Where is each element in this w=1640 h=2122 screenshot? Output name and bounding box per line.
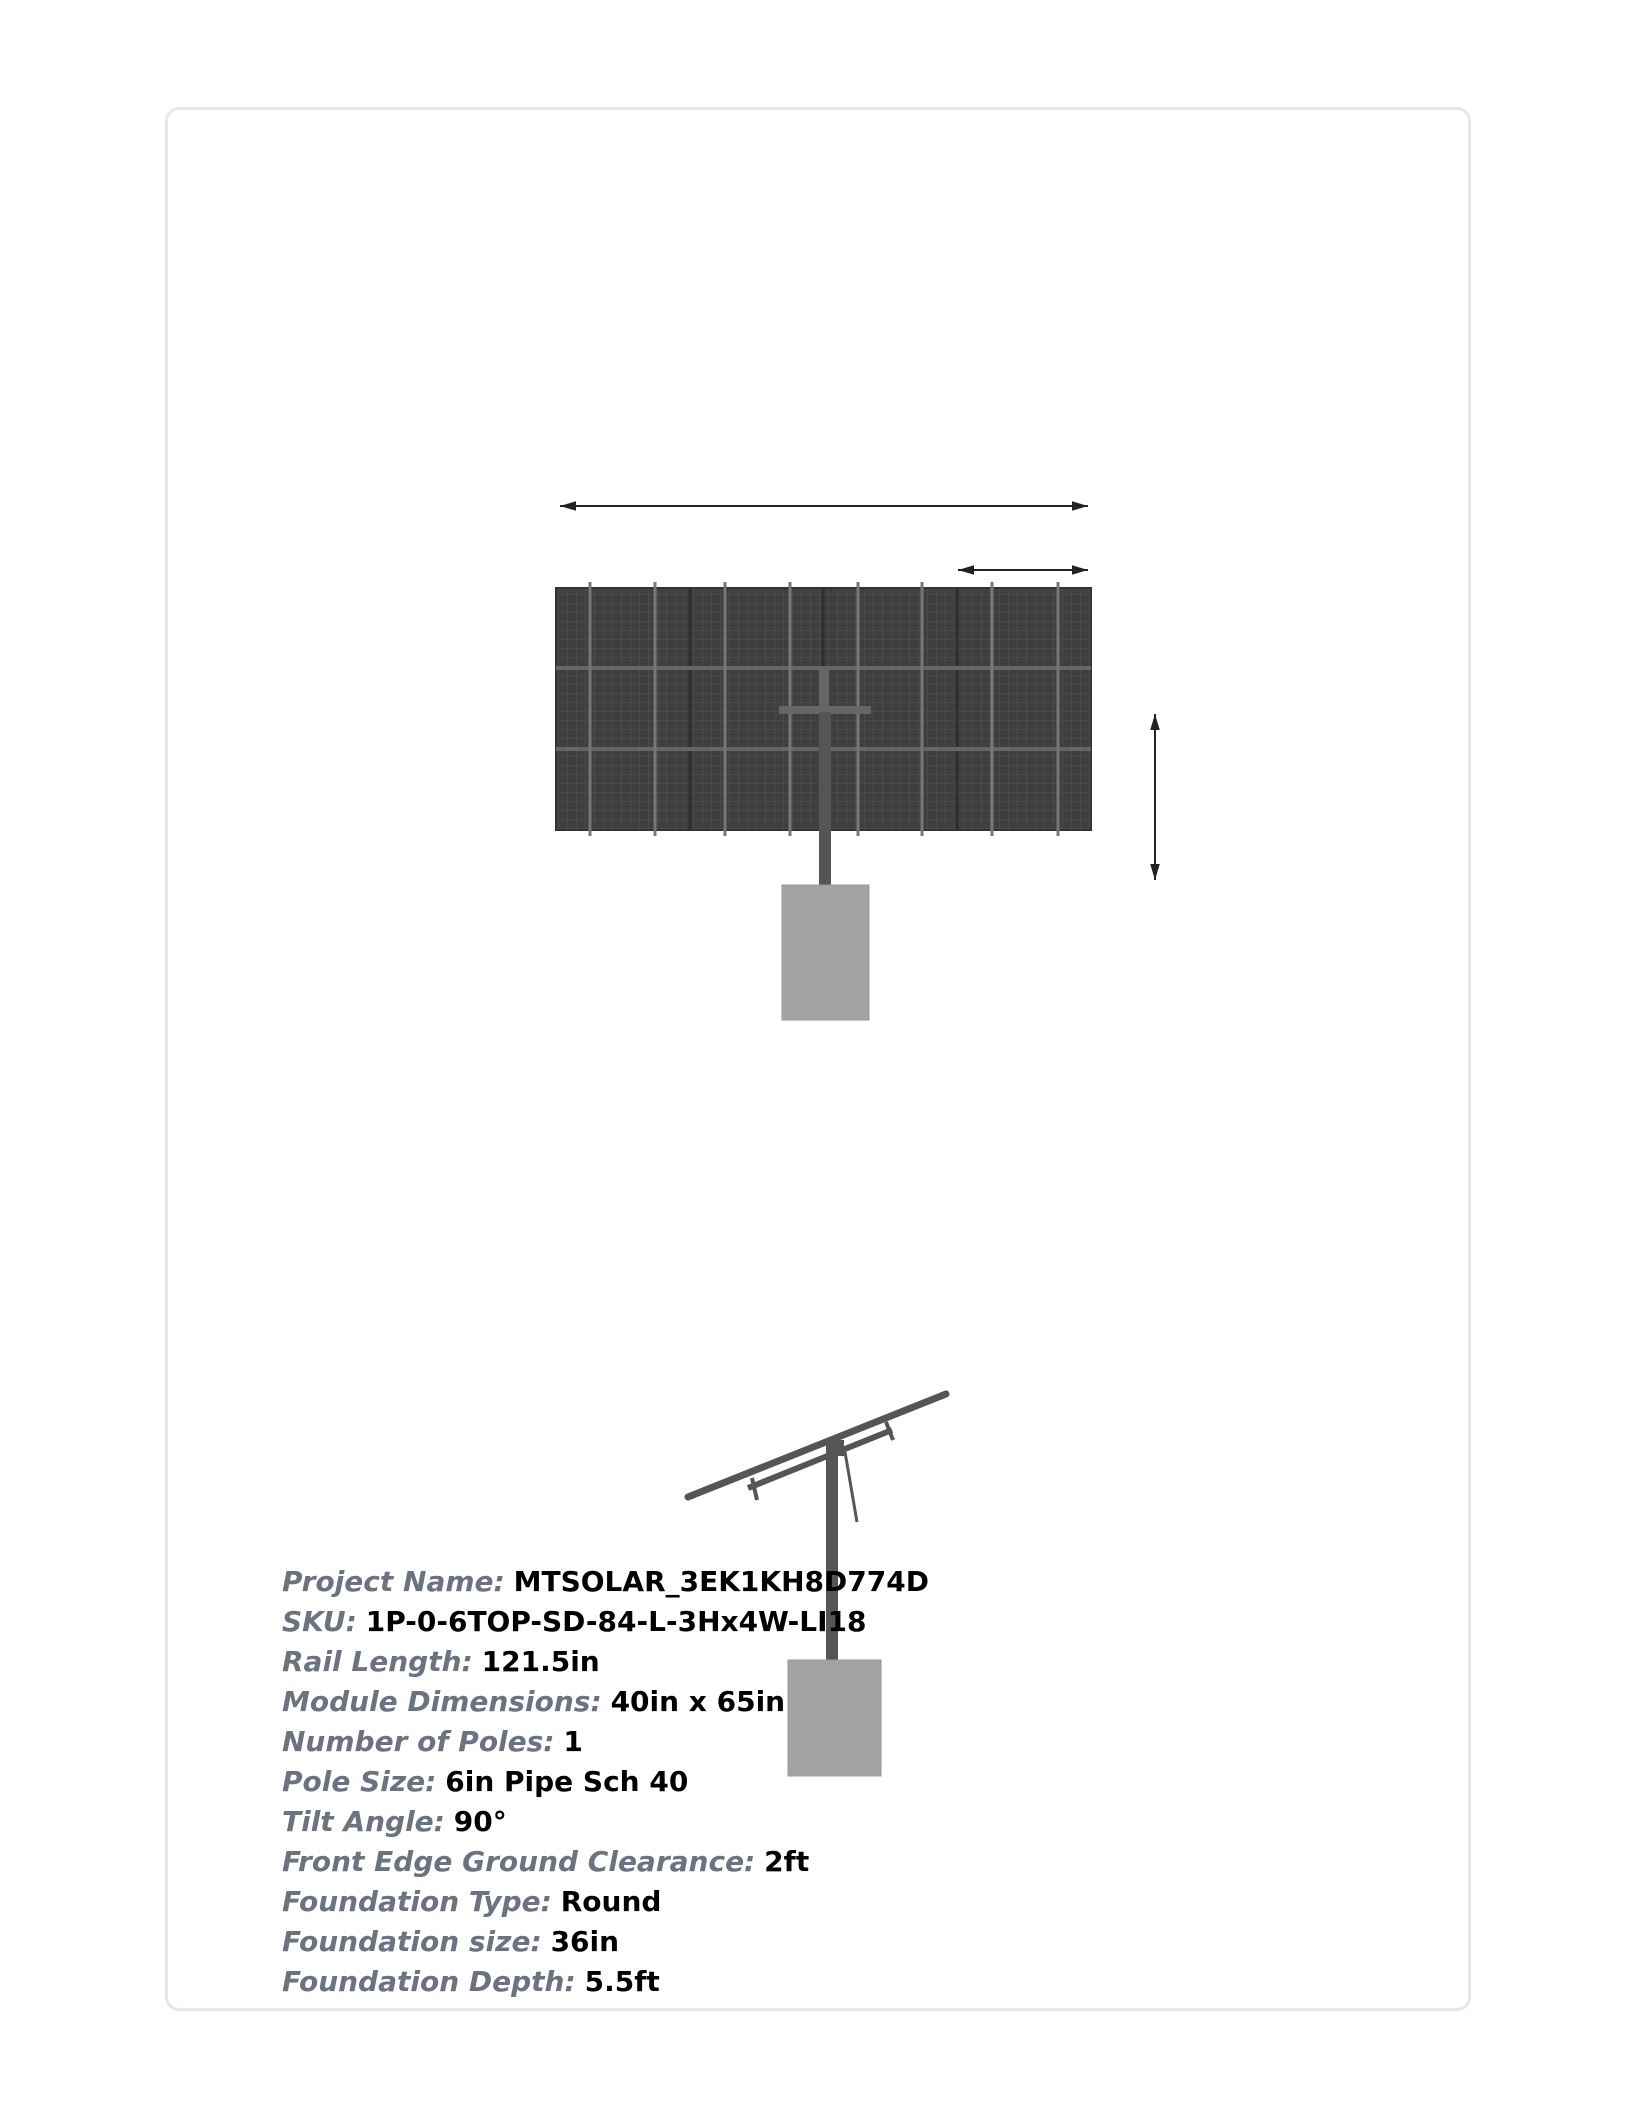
spec-project-name: Project Name: MTSOLAR_3EK1KH8D774D — [282, 1565, 929, 1598]
front-pole — [819, 712, 831, 888]
spec-rail-length: Rail Length: 121.5in — [282, 1645, 600, 1678]
spec-foundation-depth: Foundation Depth: 5.5ft — [282, 1965, 660, 1998]
spec-front-edge-ground-clearance: Front Edge Ground Clearance: 2ft — [282, 1845, 810, 1878]
spec-module-dimensions: Module Dimensions: 40in x 65in — [282, 1685, 786, 1718]
spec-sku: SKU: 1P-0-6TOP-SD-84-L-3Hx4W-LI18 — [282, 1605, 867, 1638]
side-panel-rail — [688, 1394, 946, 1497]
spec-list — [282, 1562, 929, 2002]
front-view — [556, 506, 1155, 1020]
spec-number-of-poles: Number of Poles: 1 — [282, 1725, 583, 1758]
spec-foundation-type: Foundation Type: Round — [282, 1885, 662, 1918]
front-foundation — [782, 885, 869, 1020]
spec-pole-size: Pole Size: 6in Pipe Sch 40 — [282, 1765, 689, 1798]
spec-foundation-size: Foundation size: 36in — [282, 1925, 620, 1958]
spec-tilt-angle: Tilt Angle: 90° — [282, 1805, 507, 1838]
